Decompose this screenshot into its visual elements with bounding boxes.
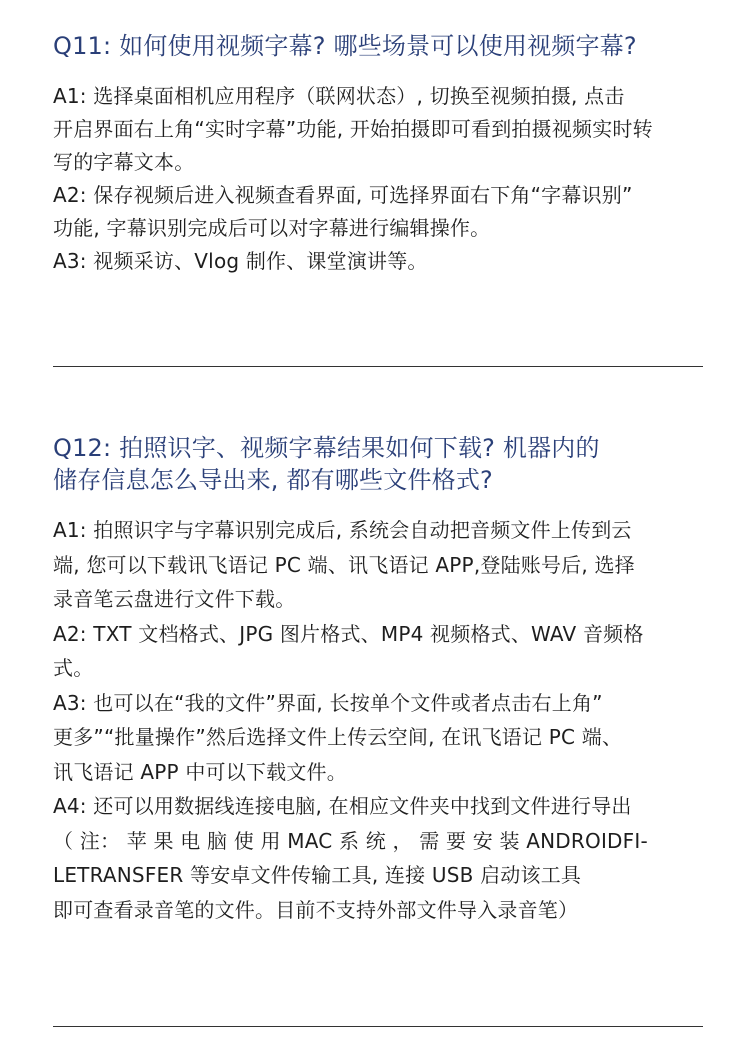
question-line: Q11: 如何使用视频字幕? 哪些场景可以使用视频字幕? [53,32,637,60]
section-divider [53,366,703,367]
answer-line: A1: 拍照识字与字幕识别完成后, 系统会自动把音频文件上传到云 [53,518,632,542]
answer-line: 更多”“批量操作”然后选择文件上传云空间, 在讯飞语记 PC 端、 [53,725,623,749]
answer-line: 式。 [53,656,94,680]
answer-line: 开启界面右上角“实时字幕”功能, 开始拍摄即可看到拍摄视频实时转 [53,117,653,141]
answer-line: A3: 也可以在“我的文件”界面, 长按单个文件或者点击右上角” [53,690,603,715]
answer-line: 功能, 字幕识别完成后可以对字幕进行编辑操作。 [53,216,491,240]
question-heading [53,432,713,496]
answer-line: 讯飞语记 APP 中可以下载文件。 [53,759,347,784]
answer-line: （ 注： 苹 果 电 脑 使 用 MAC 系 统 ， 需 要 安 装 ANDROIDFI- [53,828,648,853]
answer-line: 端, 您可以下载讯飞语记 PC 端、讯飞语记 APP,登陆账号后, 选择 [53,552,635,577]
answer-line: A4: 还可以用数据线连接电脑, 在相应文件夹中找到文件进行导出 [53,794,632,818]
answer-line: A2: TXT 文档格式、JPG 图片格式、MP4 视频格式、WAV 音频格 [53,621,644,646]
section-divider [53,1026,703,1027]
question-heading [53,30,713,62]
question-line: 储存信息怎么导出来, 都有哪些文件格式? [53,466,493,494]
faq-section-q12 [53,432,713,927]
faq-section-q11 [53,30,713,278]
answer-line: 录音笔云盘进行文件下载。 [53,587,296,611]
answer-line: A2: 保存视频后进入视频查看界面, 可选择界面右下角“字幕识别” [53,183,633,207]
answer-block [53,80,713,278]
answer-line: 写的字幕文本。 [53,150,195,174]
answer-line: 即可查看录音笔的文件。目前不支持外部文件导入录音笔） [53,897,579,922]
answer-block [53,513,713,927]
answer-line: A1: 选择桌面相机应用程序（联网状态）, 切换至视频拍摄, 点击 [53,84,625,108]
answer-line: LETRANSFER 等安卓文件传输工具, 连接 USB 启动该工具 [53,863,582,887]
answer-line: A3: 视频采访、Vlog 制作、课堂演讲等。 [53,249,428,273]
question-line: Q12: 拍照识字、视频字幕结果如何下载? 机器内的 [53,434,600,462]
